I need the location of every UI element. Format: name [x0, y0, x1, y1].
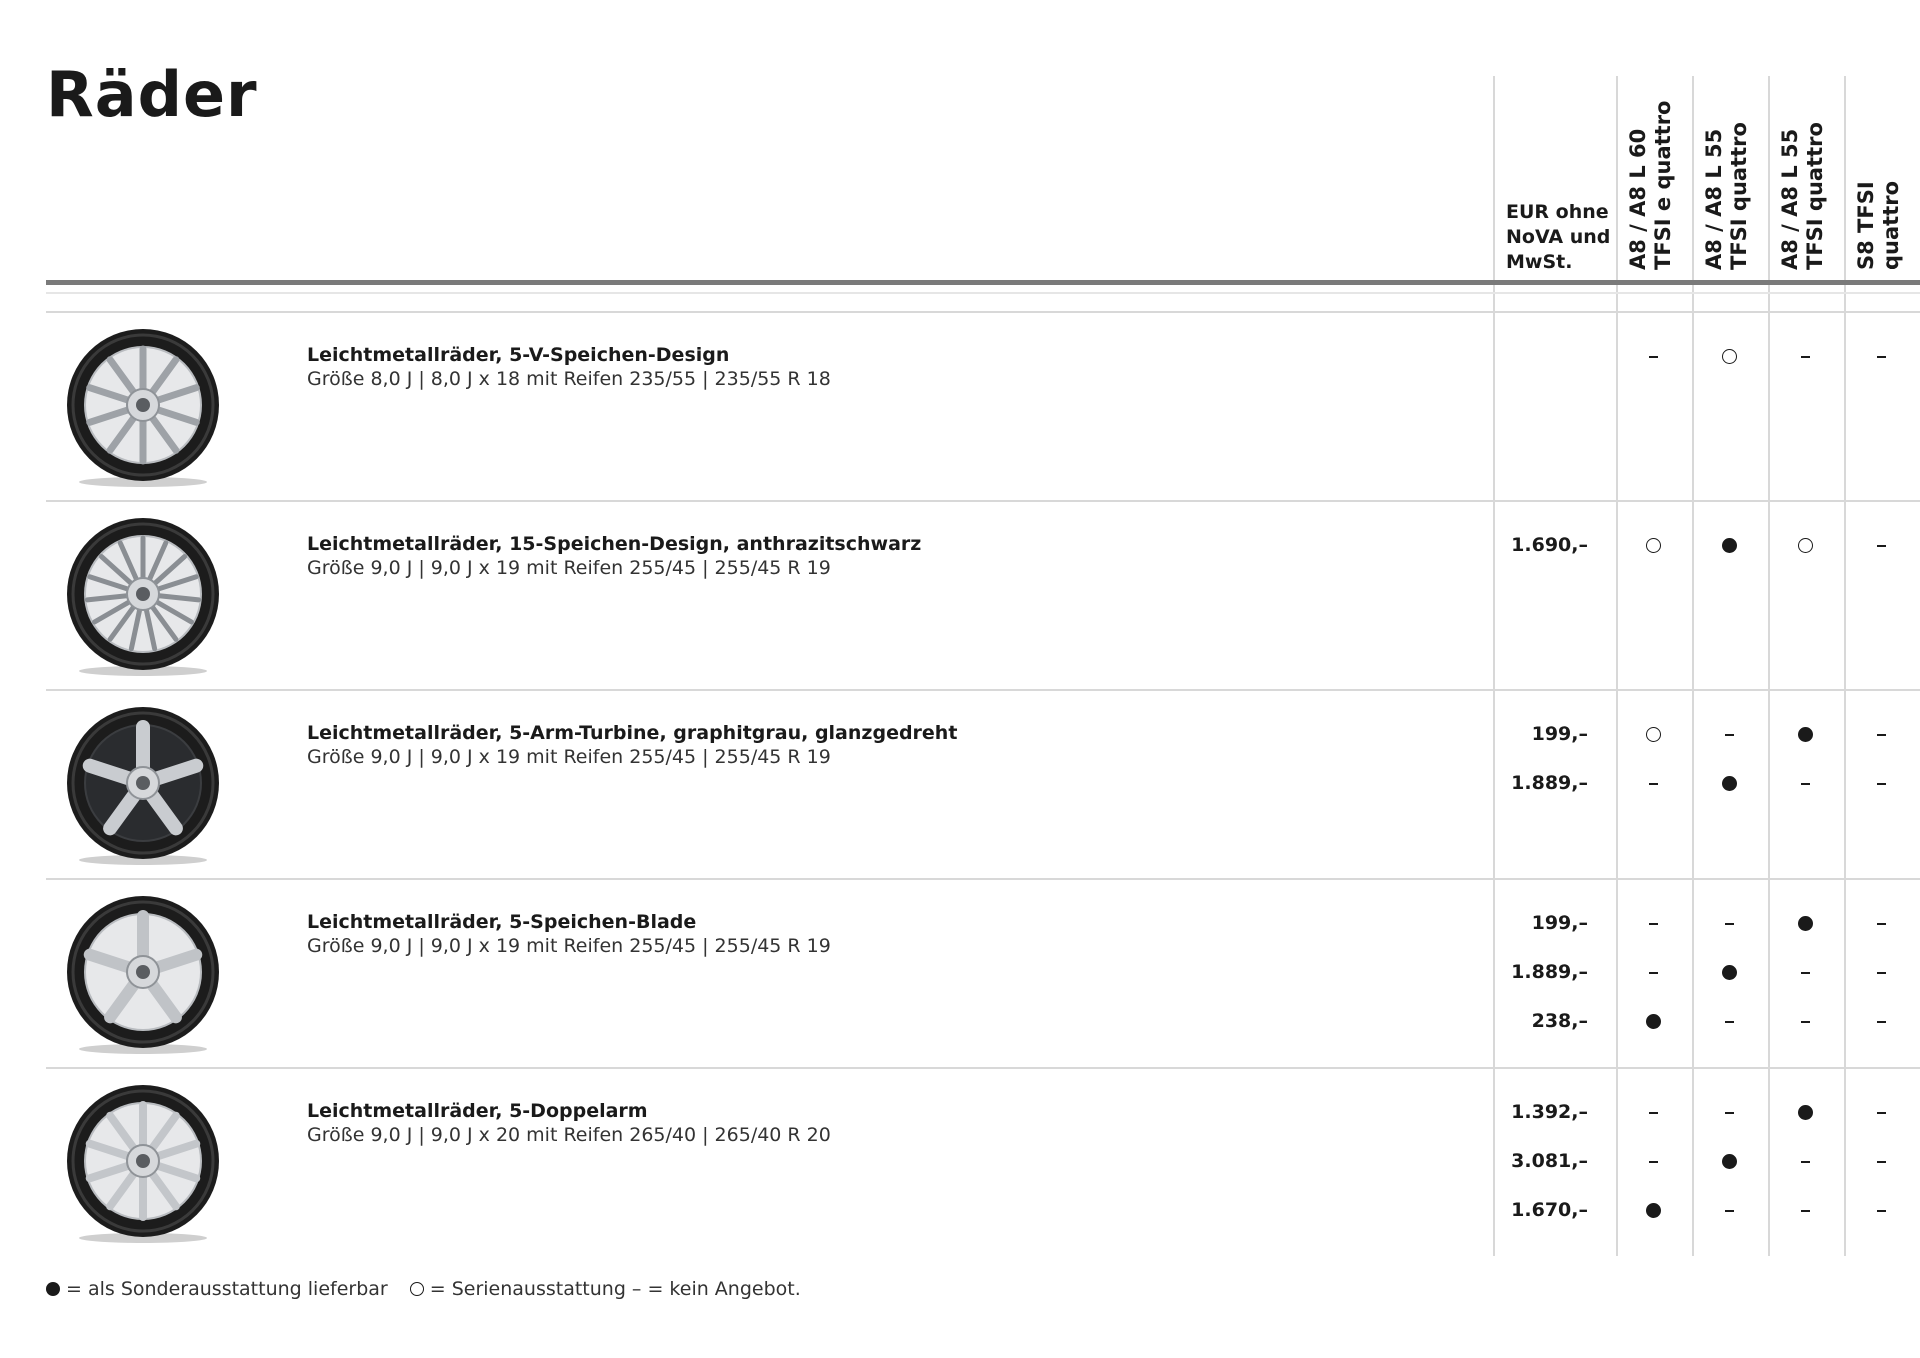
availability-mark: [1790, 960, 1820, 984]
model-column-header: [1778, 50, 1838, 270]
availability-mark: [1714, 344, 1744, 368]
filled-dot-icon: [1722, 1154, 1737, 1169]
wheel-5-double-arm-icon: [60, 1081, 226, 1247]
dash-icon: [1877, 923, 1886, 925]
model-header-line: quattro: [1879, 180, 1903, 270]
availability-mark: [1866, 771, 1896, 795]
dash-icon: [1877, 734, 1886, 736]
availability-mark: [1714, 722, 1744, 746]
price-value: 1.889,–: [1511, 961, 1588, 983]
availability-mark: [1866, 1009, 1896, 1033]
wheel-5-arm-turbine-icon: [60, 703, 226, 869]
model-header-line: TFSI quattro: [1727, 122, 1751, 270]
price-value: 238,–: [1531, 1010, 1588, 1032]
legend-ring-icon: [410, 1282, 424, 1296]
page-title: Räder: [46, 58, 258, 131]
wheel-option-size: Größe 9,0 J | 9,0 J x 19 mit Reifen 255/45 | 255/45 R 19: [307, 746, 831, 768]
legend-standard-text: = Serienausstattung – = kein Angebot.: [429, 1278, 801, 1300]
availability-mark: [1866, 344, 1896, 368]
filled-dot-icon: [1722, 538, 1737, 553]
price-header-line: MwSt.: [1506, 251, 1573, 273]
dash-icon: [1801, 783, 1810, 785]
wheel-15-spoke-icon: [60, 514, 226, 680]
availability-mark: [1714, 533, 1744, 557]
dash-icon: [1649, 923, 1658, 925]
model-header-line: TFSI quattro: [1803, 122, 1827, 270]
price-value: 199,–: [1531, 723, 1588, 745]
availability-mark: [1790, 771, 1820, 795]
wheel-option-title: Leichtmetallräder, 15-Speichen-Design, anthrazitschwarz: [307, 533, 922, 555]
hollow-circle-icon: [1798, 538, 1813, 553]
availability-mark: [1866, 1100, 1896, 1124]
dash-icon: [1649, 1161, 1658, 1163]
availability-mark: [1638, 1149, 1668, 1173]
price-header-line: NoVA und: [1506, 226, 1611, 248]
model-header-line: S8 TFSI: [1854, 181, 1878, 270]
availability-mark: [1714, 960, 1744, 984]
dash-icon: [1877, 1210, 1886, 1212]
availability-mark: [1790, 911, 1820, 935]
column-divider: [1493, 76, 1495, 1256]
availability-mark: [1638, 722, 1668, 746]
wheel-5-spoke-blade-icon: [60, 892, 226, 1058]
availability-mark: [1866, 911, 1896, 935]
wheel-option-size: Größe 9,0 J | 9,0 J x 20 mit Reifen 265/40 | 265/40 R 20: [307, 1124, 831, 1146]
availability-mark: [1638, 771, 1668, 795]
dash-icon: [1877, 356, 1886, 358]
availability-mark: [1790, 1149, 1820, 1173]
dash-icon: [1725, 923, 1734, 925]
filled-dot-icon: [1646, 1014, 1661, 1029]
price-value: 3.081,–: [1511, 1150, 1588, 1172]
column-divider: [1692, 76, 1694, 1256]
availability-mark: [1866, 960, 1896, 984]
availability-mark: [1638, 960, 1668, 984]
wheel-option-title: Leichtmetallräder, 5-Arm-Turbine, graphitgrau, glanzgedreht: [307, 722, 958, 744]
dash-icon: [1877, 783, 1886, 785]
dash-icon: [1649, 972, 1658, 974]
price-header-line: EUR ohne: [1506, 201, 1609, 223]
price-value: 1.690,–: [1511, 534, 1588, 556]
availability-mark: [1866, 1198, 1896, 1222]
dash-icon: [1649, 783, 1658, 785]
availability-mark: [1638, 533, 1668, 557]
availability-mark: [1714, 1009, 1744, 1033]
dash-icon: [1877, 972, 1886, 974]
model-column-header: [1854, 50, 1914, 270]
dash-icon: [1725, 1112, 1734, 1114]
availability-mark: [1638, 344, 1668, 368]
availability-mark: [1714, 1198, 1744, 1222]
dash-icon: [1877, 545, 1886, 547]
dash-icon: [1801, 1210, 1810, 1212]
filled-dot-icon: [1798, 727, 1813, 742]
price-value: 1.392,–: [1511, 1101, 1588, 1123]
filled-dot-icon: [1722, 965, 1737, 980]
availability-mark: [1714, 911, 1744, 935]
price-value: 1.670,–: [1511, 1199, 1588, 1221]
model-header-line: TFSI e quattro: [1651, 100, 1675, 270]
dash-icon: [1877, 1112, 1886, 1114]
availability-mark: [1790, 1009, 1820, 1033]
model-column-header: [1626, 50, 1686, 270]
dash-icon: [1801, 972, 1810, 974]
wheel-5-v-spoke-icon: [60, 325, 226, 491]
price-column-header: [1506, 200, 1616, 275]
wheel-option-size: Größe 9,0 J | 9,0 J x 19 mit Reifen 255/45 | 255/45 R 19: [307, 557, 831, 579]
column-divider: [1844, 76, 1846, 1256]
availability-mark: [1866, 533, 1896, 557]
row-divider: [46, 311, 1920, 313]
wheel-option-size: Größe 8,0 J | 8,0 J x 18 mit Reifen 235/55 | 235/55 R 18: [307, 368, 831, 390]
row-divider: [46, 1067, 1920, 1069]
dash-icon: [1801, 1161, 1810, 1163]
availability-mark: [1714, 1149, 1744, 1173]
dash-icon: [1649, 356, 1658, 358]
row-divider: [46, 878, 1920, 880]
dash-icon: [1877, 1021, 1886, 1023]
wheel-option-title: Leichtmetallräder, 5-V-Speichen-Design: [307, 344, 730, 366]
availability-mark: [1714, 1100, 1744, 1124]
dash-icon: [1877, 1161, 1886, 1163]
availability-mark: [1790, 344, 1820, 368]
availability-mark: [1638, 1198, 1668, 1222]
wheel-option-title: Leichtmetallräder, 5-Speichen-Blade: [307, 911, 697, 933]
legend-optional-text: = als Sonderausstattung lieferbar: [66, 1278, 388, 1300]
dash-icon: [1725, 1021, 1734, 1023]
price-value: 199,–: [1531, 912, 1588, 934]
price-value: 1.889,–: [1511, 772, 1588, 794]
model-header-line: A8 / A8 L 60: [1626, 128, 1650, 270]
header-rule: [46, 280, 1920, 285]
availability-mark: [1790, 1198, 1820, 1222]
availability-mark: [1638, 911, 1668, 935]
availability-mark: [1638, 1009, 1668, 1033]
filled-dot-icon: [1798, 916, 1813, 931]
hollow-circle-icon: [1722, 349, 1737, 364]
filled-dot-icon: [1722, 776, 1737, 791]
wheel-option-size: Größe 9,0 J | 9,0 J x 19 mit Reifen 255/45 | 255/45 R 19: [307, 935, 831, 957]
wheel-option-title: Leichtmetallräder, 5-Doppelarm: [307, 1100, 648, 1122]
row-divider: [46, 500, 1920, 502]
availability-mark: [1790, 533, 1820, 557]
availability-mark: [1866, 722, 1896, 746]
row-divider: [46, 292, 1920, 294]
dash-icon: [1725, 734, 1734, 736]
model-header-line: A8 / A8 L 55: [1702, 128, 1726, 270]
column-divider: [1768, 76, 1770, 1256]
hollow-circle-icon: [1646, 538, 1661, 553]
dash-icon: [1801, 356, 1810, 358]
availability-mark: [1790, 722, 1820, 746]
dash-icon: [1725, 1210, 1734, 1212]
availability-mark: [1866, 1149, 1896, 1173]
dash-icon: [1649, 1112, 1658, 1114]
dash-icon: [1801, 1021, 1810, 1023]
hollow-circle-icon: [1646, 727, 1661, 742]
availability-mark: [1638, 1100, 1668, 1124]
legend: [46, 1278, 801, 1300]
availability-mark: [1790, 1100, 1820, 1124]
model-header-line: A8 / A8 L 55: [1778, 128, 1802, 270]
model-column-header: [1702, 50, 1762, 270]
legend-dot-icon: [46, 1282, 60, 1296]
availability-mark: [1714, 771, 1744, 795]
filled-dot-icon: [1798, 1105, 1813, 1120]
row-divider: [46, 689, 1920, 691]
column-divider: [1616, 76, 1618, 1256]
filled-dot-icon: [1646, 1203, 1661, 1218]
